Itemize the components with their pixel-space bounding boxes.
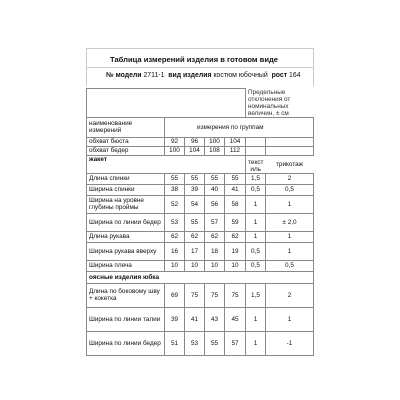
tolerance-knit: 1 bbox=[266, 231, 314, 242]
cell-value: 55 bbox=[165, 173, 185, 184]
row-label: Ширина на уровне глубины проймы bbox=[87, 195, 165, 213]
jacket-title: жакет bbox=[87, 155, 246, 173]
cell-value: 53 bbox=[165, 213, 185, 231]
cell-value: 16 bbox=[165, 242, 185, 260]
cell-value: 55 bbox=[205, 331, 225, 355]
table-row bbox=[87, 260, 314, 271]
group-label: обхват бюста bbox=[87, 137, 165, 146]
tolerance-knit: -1 bbox=[266, 331, 314, 355]
grid-line bbox=[86, 48, 313, 49]
grid-line bbox=[86, 67, 313, 68]
deviation-note: Предельные отклонения от номинальных величин, ± см bbox=[248, 88, 291, 117]
cell-value: 17 bbox=[185, 242, 205, 260]
cell-value: 75 bbox=[205, 283, 225, 307]
row-label: Длина рукава bbox=[87, 231, 165, 242]
cell-value: 69 bbox=[165, 283, 185, 307]
deviation-row bbox=[87, 89, 314, 118]
table-row bbox=[87, 137, 314, 146]
tolerance-textile: 1,5 bbox=[246, 173, 266, 184]
cell-value: 55 bbox=[205, 173, 225, 184]
cell-value: 39 bbox=[185, 184, 205, 195]
document-title: Таблица измерений изделия в готовом виде bbox=[110, 55, 279, 64]
tolerance-textile: 1 bbox=[246, 331, 266, 355]
cell-value: 62 bbox=[185, 231, 205, 242]
tolerance-knit: 1 bbox=[266, 242, 314, 260]
col-textile: текст иль bbox=[248, 158, 264, 173]
model-line bbox=[106, 72, 301, 79]
cell-value: 41 bbox=[185, 307, 205, 331]
cell-value: 59 bbox=[225, 213, 246, 231]
cell-value: 75 bbox=[185, 283, 205, 307]
tolerance-knit: 0,5 bbox=[266, 260, 314, 271]
cell-value: 10 bbox=[225, 260, 246, 271]
group-value: 92 bbox=[165, 137, 185, 146]
tolerance-knit: 0,5 bbox=[266, 184, 314, 195]
tolerance-textile: 1 bbox=[246, 307, 266, 331]
height-label: рост bbox=[271, 72, 288, 79]
table-row bbox=[87, 184, 314, 195]
table-row bbox=[87, 146, 314, 155]
tolerance-textile: 1 bbox=[246, 213, 266, 231]
tolerance-knit: 1 bbox=[266, 307, 314, 331]
cell-value: 10 bbox=[185, 260, 205, 271]
group-value: 104 bbox=[185, 146, 205, 155]
cell-value: 10 bbox=[165, 260, 185, 271]
cell-value: 62 bbox=[205, 231, 225, 242]
groups-header: измерения по группам bbox=[165, 117, 314, 137]
row-label: Ширина спинки bbox=[87, 184, 165, 195]
grid-line bbox=[313, 48, 314, 86]
cell-value: 10 bbox=[205, 260, 225, 271]
table-row bbox=[87, 195, 314, 213]
tolerance-textile: 1 bbox=[246, 231, 266, 242]
row-label: Ширина рукава вверху bbox=[87, 242, 165, 260]
table-row bbox=[87, 283, 314, 307]
cell-value: 58 bbox=[225, 195, 246, 213]
cell-value: 62 bbox=[225, 231, 246, 242]
cell-value: 40 bbox=[205, 184, 225, 195]
group-value: 108 bbox=[205, 146, 225, 155]
table-row bbox=[87, 213, 314, 231]
name-header: наименование измерений bbox=[87, 117, 165, 137]
group-value: 104 bbox=[225, 137, 246, 146]
jacket-section-row bbox=[87, 155, 314, 173]
cell-value: 38 bbox=[165, 184, 185, 195]
cell-value: 53 bbox=[185, 331, 205, 355]
kind-value: костюм юбочный bbox=[213, 72, 268, 79]
row-label: Ширина по линии талии bbox=[87, 307, 165, 331]
row-label: Длина по боковому шву + кокетка bbox=[87, 283, 165, 307]
tolerance-textile: 1,5 bbox=[246, 283, 266, 307]
table-row bbox=[87, 307, 314, 331]
group-value: 96 bbox=[185, 137, 205, 146]
table-row bbox=[87, 231, 314, 242]
row-label: Ширина плеча bbox=[87, 260, 165, 271]
group-value: 100 bbox=[165, 146, 185, 155]
group-value: 100 bbox=[205, 137, 225, 146]
skirt-title: оясные изделия юбка bbox=[87, 271, 314, 283]
cell-value: 54 bbox=[185, 195, 205, 213]
skirt-section-row bbox=[87, 271, 314, 283]
cell-value: 18 bbox=[205, 242, 225, 260]
cell-value: 39 bbox=[165, 307, 185, 331]
tolerance-knit: ± 2,0 bbox=[266, 213, 314, 231]
kind-label: вид изделия bbox=[168, 72, 212, 79]
row-label: Ширина по линии бедер bbox=[87, 331, 165, 355]
row-label: Длина спинки bbox=[87, 173, 165, 184]
model-value: 2711-1 bbox=[143, 72, 165, 79]
tolerance-knit: 2 bbox=[266, 283, 314, 307]
cell-value: 56 bbox=[205, 195, 225, 213]
tolerance-knit: 1 bbox=[266, 195, 314, 213]
group-label: обхват бедер bbox=[87, 146, 165, 155]
table-row bbox=[87, 242, 314, 260]
row-label: Ширина по линии бедер bbox=[87, 213, 165, 231]
cell-value: 41 bbox=[225, 184, 246, 195]
table-row bbox=[87, 173, 314, 184]
cell-value: 55 bbox=[225, 173, 246, 184]
col-knit: трикотаж bbox=[275, 160, 304, 168]
table-row bbox=[87, 331, 314, 355]
cell-value: 45 bbox=[225, 307, 246, 331]
group-value: 112 bbox=[225, 146, 246, 155]
tolerance-textile: 1 bbox=[246, 195, 266, 213]
cell-value: 51 bbox=[165, 331, 185, 355]
cell-value: 43 bbox=[205, 307, 225, 331]
cell-value: 55 bbox=[185, 213, 205, 231]
cell-value: 62 bbox=[165, 231, 185, 242]
cell-value: 57 bbox=[205, 213, 225, 231]
height-value: 164 bbox=[289, 72, 301, 79]
cell-value: 75 bbox=[225, 283, 246, 307]
tolerance-textile: 0,5 bbox=[246, 184, 266, 195]
table-header-row bbox=[87, 117, 314, 137]
tolerance-textile: 0,5 bbox=[246, 242, 266, 260]
tolerance-knit: 2 bbox=[266, 173, 314, 184]
cell-value: 19 bbox=[225, 242, 246, 260]
model-label: № модели bbox=[106, 72, 142, 79]
measurement-table bbox=[86, 88, 314, 356]
cell-value: 55 bbox=[185, 173, 205, 184]
cell-value: 57 bbox=[225, 331, 246, 355]
tolerance-textile: 0,5 bbox=[246, 260, 266, 271]
cell-value: 52 bbox=[165, 195, 185, 213]
